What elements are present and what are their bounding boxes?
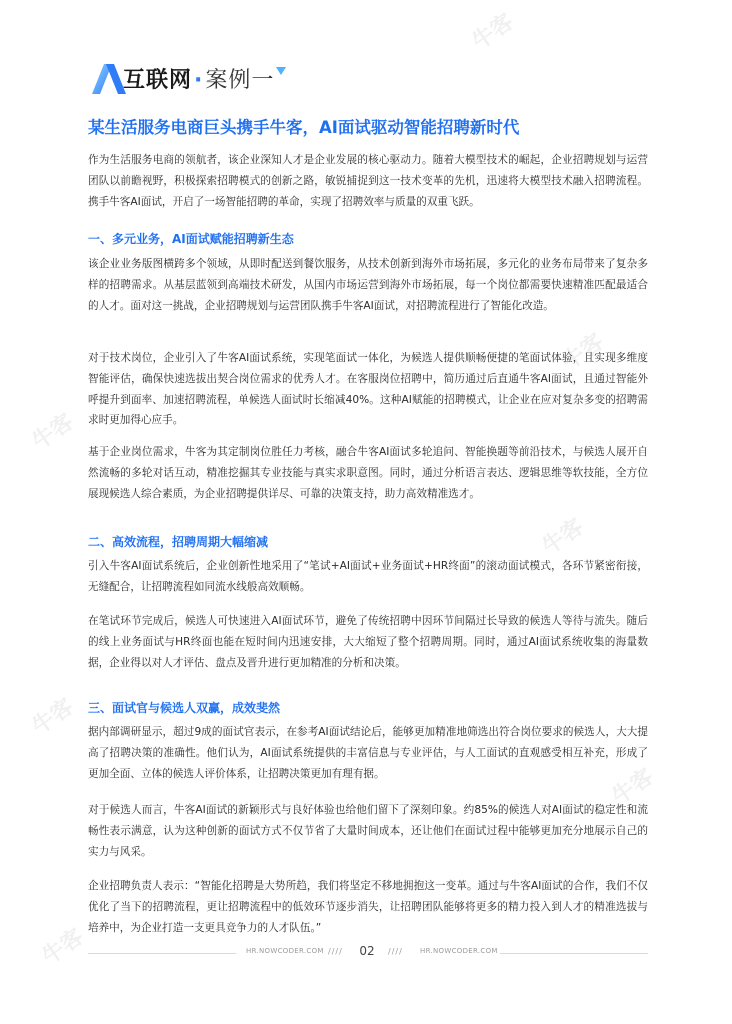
watermark: 牛客 (27, 409, 79, 456)
section-title: 二、高效流程，招聘周期大幅缩减 (88, 535, 269, 549)
section-title: 一、多元业务，AI面试赋能招聘新生态 (88, 232, 294, 246)
page-number: 02 (359, 944, 375, 958)
watermark: 牛客 (537, 514, 589, 561)
page-title: 某生活服务电商巨头携手牛客，AI面试驱动智能招聘新时代 (88, 118, 520, 137)
section-paragraph: 企业招聘负责人表示：“智能化招聘是大势所趋，我们将坚定不移地拥抱这一变革。通过与牛客AI面试的合作，我们不仅优化了当下的招聘流程，更让招聘流程中的低效环节逐步消失，让招聘团队能够将更多的精力投入到人才的精准选拔与培养中，为企业打造一支更具竞争力的人才队伍。” (88, 880, 648, 934)
footer-divider (88, 953, 236, 954)
section-paragraph: 该企业业务版图横跨多个领域，从即时配送到餐饮服务，从技术创新到海外市场拓展，多元化的业务布局带来了复杂多样的招聘需求。从基层蓝领到高端技术研发，从国内市场运营到海外市场拓展，每一个岗位都需要快速精准匹配最适合的人才。面对这一挑战，企业招聘规划与运营团队携手牛客AI面试，对招聘流程进行了智能化改造。 (88, 258, 648, 312)
footer-slashes: //// (328, 947, 343, 956)
section-title: 三、面试官与候选人双赢，成效斐然 (88, 701, 281, 715)
footer-url-right: HR.NOWCODER.COM (420, 947, 498, 955)
page-footer (0, 945, 732, 961)
footer-url-left: HR.NOWCODER.COM (246, 947, 324, 955)
section-paragraph: 对于技术岗位，企业引入了牛客AI面试系统，实现笔面试一体化，为候选人提供顺畅便捷的笔面试体验，且实现多维度智能评估，确保快速选拔出契合岗位需求的优秀人才。在客服岗位招聘中，简历通过后直通牛客AI面试，且通过智能外呼提升到面率、加速招聘流程，单候选人面试时长缩减40%。这种AI赋能的招聘模式，让企业在应对复杂多变的招聘需求时更加得心应手。 (88, 352, 648, 427)
section-paragraph: 基于企业岗位需求，牛客为其定制岗位胜任力考核，融合牛客AI面试多轮追问、智能换题等前沿技术，与候选人展开自然流畅的多轮对话互动，精准挖掘其专业技能与真实求职意图。同时，通过分析语言表达、逻辑思维等软技能，全方位展现候选人综合素质，为企业招聘提供详尽、可靠的决策支持，助力高效精准选才。 (88, 446, 648, 500)
section-paragraph: 据内部调研显示，超过9成的面试官表示，在参考AI面试结论后，能够更加精准地筛选出符合岗位要求的候选人，大大提高了招聘决策的准确性。他们认为，AI面试系统提供的丰富信息与专业评估，与人工面试的直观感受相互补充，形成了更加全面、立体的候选人评价体系，让招聘决策更加有理有据。 (88, 726, 648, 780)
intro-paragraph: 作为生活服务电商的领航者，该企业深知人才是企业发展的核心驱动力。随着大模型技术的崛起，企业招聘规划与运营团队以前瞻视野，积极探索招聘模式的创新之路，敏锐捕捉到这一技术变革的先机，迅速将大模型技术融入招聘流程。携手牛客AI面试，开启了一场智能招聘的革命，实现了招聘效率与质量的双重飞跃。 (88, 154, 648, 208)
section-paragraph: 在笔试环节完成后，候选人可快速进入AI面试环节，避免了传统招聘中因环节间隔过长导致的候选人等待与流失。随后的线上业务面试与HR终面也能在短时间内迅速安排，大大缩短了整个招聘周期。同时，通过AI面试系统收集的海量数据，企业得以对人才评估、盘点及晋升进行更加精准的分析和决策。 (88, 615, 648, 669)
header-dot: · (194, 68, 204, 93)
header-title (123, 63, 274, 94)
header-brand: 互联网 (123, 68, 193, 93)
header-section: 案例一 (205, 68, 275, 93)
section-paragraph: 对于候选人而言，牛客AI面试的新颖形式与良好体验也给他们留下了深刻印象。约85%的候选人对AI面试的稳定性和流畅性表示满意，认为这种创新的面试方式不仅节省了大量时间成本，还让他们在面试过程中能够更加充分地展示自己的实力与风采。 (88, 804, 648, 858)
watermark: 牛客 (557, 329, 609, 376)
watermark: 牛客 (607, 764, 659, 811)
watermark: 牛客 (27, 694, 79, 741)
watermark: 牛客 (467, 9, 519, 56)
footer-divider (500, 953, 648, 954)
watermark: 牛客 (37, 924, 89, 971)
triangle-icon (276, 67, 286, 77)
footer-slashes: //// (388, 947, 403, 956)
section-paragraph: 引入牛客AI面试系统后，企业创新性地采用了“笔试+AI面试+业务面试+HR终面”的滚动面试模式，各环节紧密衔接，无缝配合，让招聘流程如同流水线般高效顺畅。 (88, 560, 648, 593)
